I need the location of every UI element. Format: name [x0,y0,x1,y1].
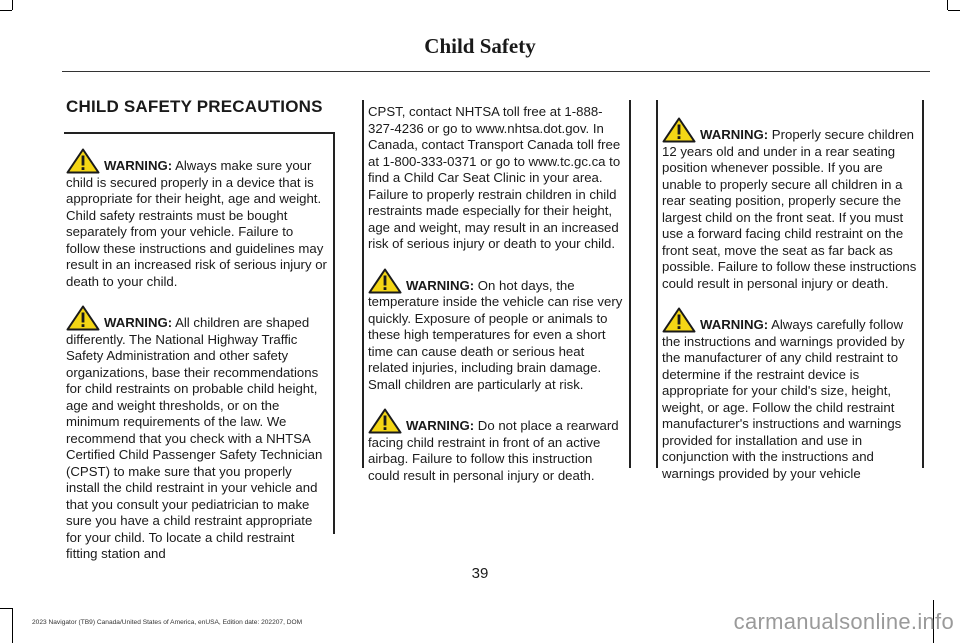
warning-triangle-icon [662,307,696,333]
column-1 [66,148,328,578]
warning-paragraph [66,305,328,563]
crop-mark [12,608,13,643]
warning-label: WARNING: [406,277,475,293]
warning-text: On hot days, the temperature inside the vehicle can rise very quickly. Exposure of people or animals to these high temperatures for even a short time can cause death or serious heat related injuries, including brain damage. Small children are particularly at risk. [368,277,623,392]
warning-text: Properly secure children 12 years old and under in a rear seating position whenever possible. If you are unable to properly secure all children in a rear seating position, properly secure the largest child on the front seat. If you must use a forward facing child restraint on the front seat, move the seat as far back as possible. Failure to follow these instructions could result in personal injury or death. [662,127,917,291]
crop-mark [12,0,13,10]
warning-frame-right [922,100,924,468]
warning-label: WARNING: [104,315,173,330]
warning-paragraph [662,307,920,482]
warning-frame-right [629,100,631,468]
warning-text: Always make sure your child is secured properly in a device that is appropriate for their height, age and weight. Child safety restraints must be bought separately from your vehicle. Failure to follow these instructions and guidelines may result in an increased risk of serious injury or death to your child. [66,158,327,289]
warning-text: Always carefully follow the instructions and warnings provided by the manufacturer of any child restraint to determine if the restraint device is appropriate for your child's size, height, weight, or age. Follow the child restraint manufacturer's instructions and warnings provided for installation and use in conjunction with the instructions and warnings provided by your vehicle [662,317,905,481]
warning-frame-top [64,132,334,134]
column-3 [662,117,920,497]
warning-frame-left [362,100,364,468]
crop-mark [947,0,948,10]
warning-continuation: CPST, contact NHTSA toll free at 1-888-327-4236 or go to www.nhtsa.dot.gov. In Canada, contact Transport Canada toll free at 1-800-333-0371 or go to www.tc.gc.ca to find a Child Car Seat Clinic in your area. Failure to properly restrain children in child restraints made especially for their height, age and weight, may result in an increased risk of serious injury or death to your child. [368,104,621,251]
warning-label: WARNING: [104,158,173,173]
section-heading: CHILD SAFETY PRECAUTIONS [66,97,323,116]
warning-paragraph [368,408,626,484]
column-2 [368,104,626,499]
warning-text: Do not place a rearward facing child restraint in front of an active airbag. Failure to follow this instruction could result in personal injury or death. [368,418,619,483]
warning-paragraph [368,268,626,394]
warning-frame-right [333,132,335,534]
warning-paragraph [66,148,328,290]
crop-mark [0,10,12,11]
warning-triangle-icon [368,408,402,434]
page-number: 39 [471,565,489,582]
warning-label: WARNING: [700,127,769,142]
warning-label: WARNING: [406,418,475,433]
warning-paragraph [662,117,920,292]
edition-footer: 2023 Navigator (TB9) Canada/United States of America, enUSA, Edition date: 202207, DOM [32,619,303,626]
warning-frame-left [656,100,658,468]
page-title: Child Safety [424,34,536,58]
crop-mark [948,10,960,11]
crop-mark [0,608,12,609]
warning-triangle-icon [662,117,696,143]
watermark: carmanualsonline.info [733,609,954,634]
warning-triangle-icon [66,305,100,331]
warning-triangle-icon [66,148,100,174]
warning-text: All children are shaped differently. The National Highway Traffic Safety Administration and other safety organizations, base their recommendations for child restraints on probable child height, age and weight thresholds, or on the minimum requirements of the law. We recommend that you check with a NHTSA Certified Child Passenger Safety Technician (CPST) to make sure that you properly install the child restraint in your vehicle and that you consult your pediatrician to make sure you have a child restraint appropriate for your child. To locate a child restraint fitting station and [66,315,323,561]
warning-label: WARNING: [700,317,769,332]
warning-triangle-icon [368,268,402,294]
header-divider [62,71,930,72]
